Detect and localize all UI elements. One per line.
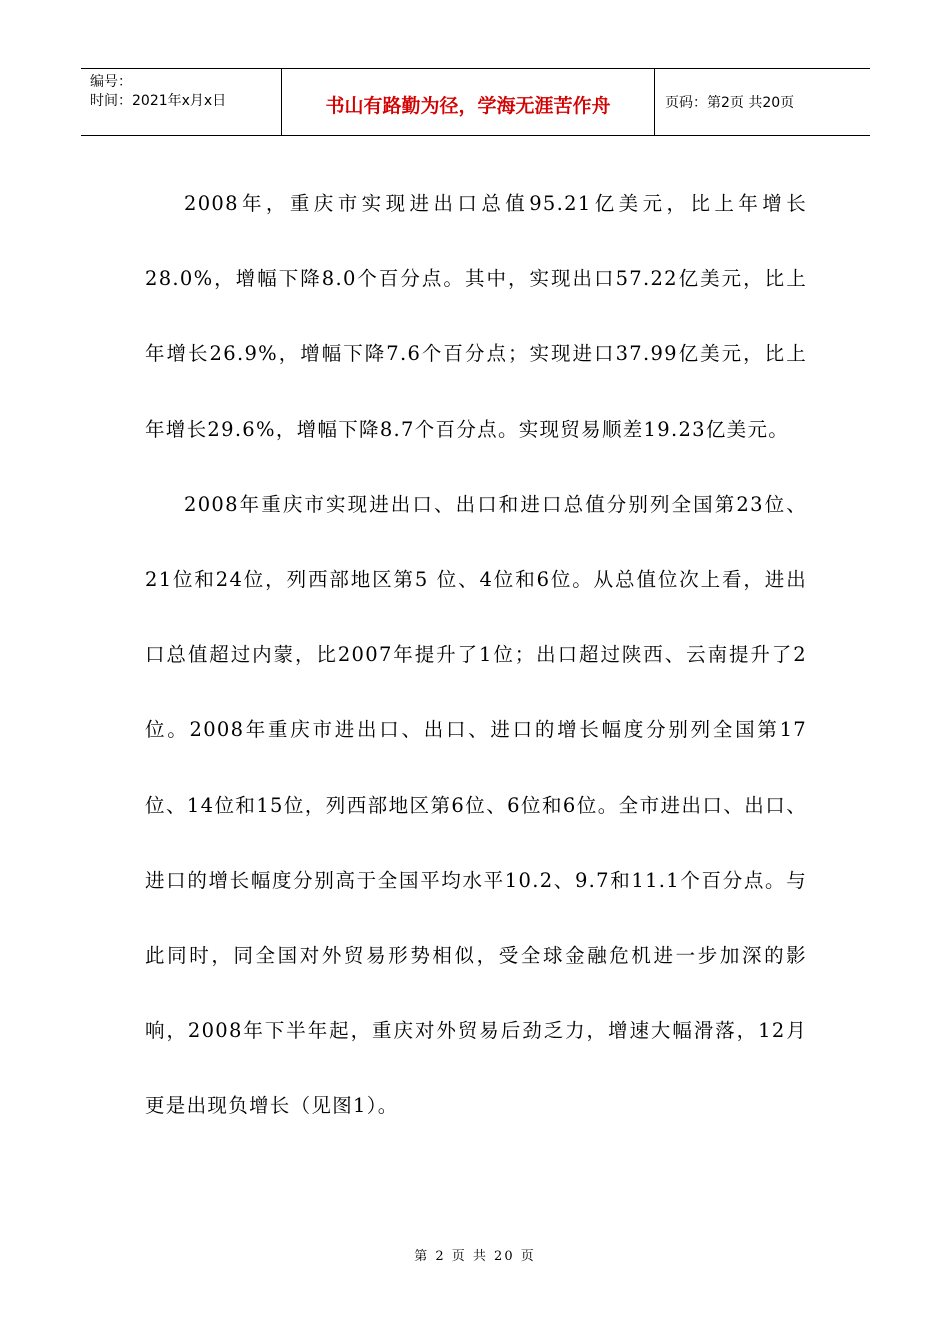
paragraph: 2008年，重庆市实现进出口总值95.21亿美元，比上年增长28.0%，增幅下降8.0个百分点。其中，实现出口57.22亿美元，比上年增长26.9%，增幅下降7.6个百分点；实现进口37.99亿美元，比上年增长29.6%，增幅下降8.7个百分点。实现贸易顺差19.23亿美元。 — [145, 192, 807, 441]
header-page-number: 页码：第2页 共20页 — [665, 95, 795, 111]
page-footer: 第 2 页 共 20 页 — [414, 1249, 536, 1264]
document-number-label: 编号： — [90, 74, 132, 90]
paragraph: 2008年重庆市实现进出口、出口和进口总值分别列全国第23位、21位和24位，列西部地区第5 位、4位和6位。从总值位次上看，进出口总值超过内蒙，比2007年提升了1位；出口超过陕西、云南提升了2位。2008年重庆市进出口、出口、进口的增长幅度分别列全国第17位、14位和15位，列西部地区第6位、6位和6位。全市进出口、出口、进口的增长幅度分别高于全国平均水平10.2、9.7和11.1个百分点。与此同时，同全国对外贸易形势相似，受全球金融危机进一步加深的影响，2008年下半年起，重庆对外贸易后劲乏力，增速大幅滑落，12月更是出现负增长（见图1）。 — [145, 492, 807, 1118]
header-meta-cell — [81, 69, 282, 135]
document-body — [145, 166, 807, 1144]
header-page-cell — [655, 69, 870, 135]
header-motto: 书山有路勤为径，学海无涯苦作舟 — [325, 94, 611, 117]
header-motto-cell — [282, 69, 655, 135]
document-date-label: 时间：2021年x月x日 — [90, 93, 227, 109]
page-header — [81, 68, 870, 136]
